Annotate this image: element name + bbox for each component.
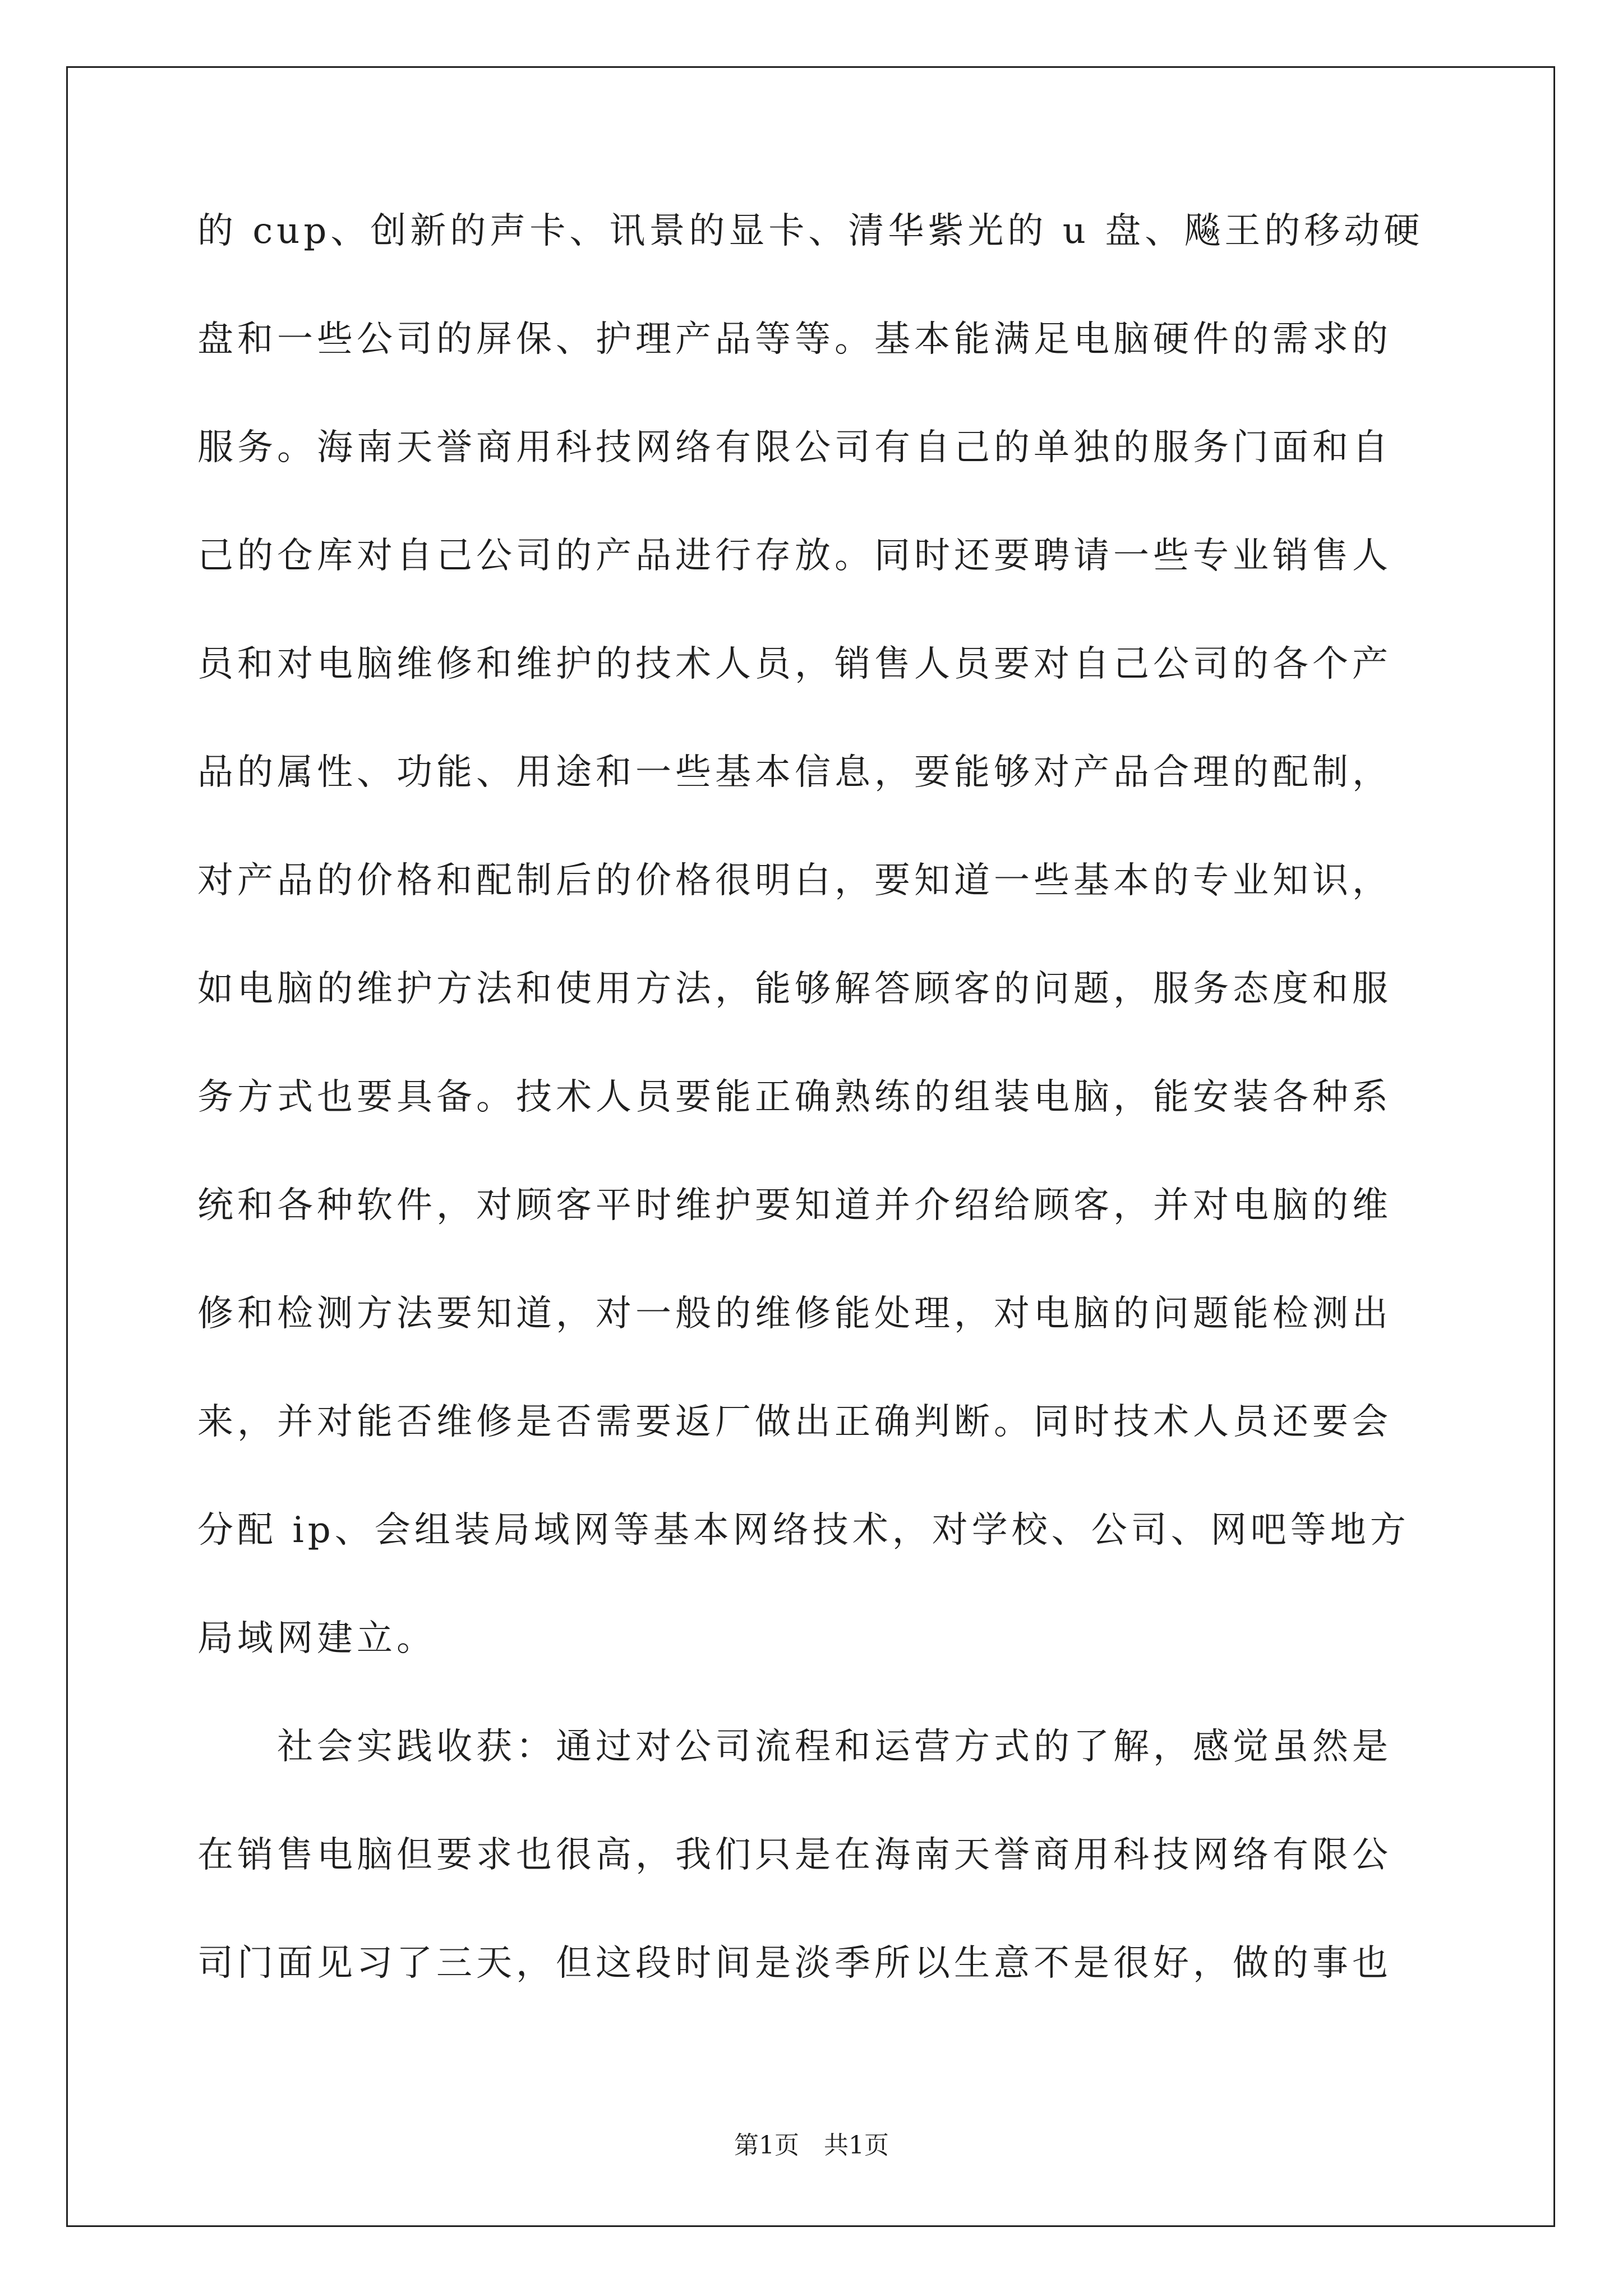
text-line: 服务。海南天誉商用科技网络有限公司有自己的单独的服务门面和自 xyxy=(197,427,1392,468)
paragraph-start-line: 社会实践收获：通过对公司流程和运营方式的了解，感觉虽然是 xyxy=(197,1726,1392,1768)
text-line: 员和对电脑维修和维护的技术人员，销售人员要对自己公司的各个产 xyxy=(197,643,1392,685)
text-line: 如电脑的维护方法和使用方法，能够解答顾客的问题，服务态度和服 xyxy=(197,968,1392,1010)
text-line: 修和检测方法要知道，对一般的维修能处理，对电脑的问题能检测出 xyxy=(197,1293,1392,1335)
page-border xyxy=(66,66,1555,2227)
text-line: 的 cup、创新的声卡、讯景的显卡、清华紫光的 u 盘、飚王的移动硬 xyxy=(197,210,1424,252)
text-line: 务方式也要具备。技术人员要能正确熟练的组装电脑，能安装各种系 xyxy=(197,1076,1392,1118)
text-line: 己的仓库对自己公司的产品进行存放。同时还要聘请一些专业销售人 xyxy=(197,535,1392,577)
text-line: 盘和一些公司的屏保、护理产品等等。基本能满足电脑硬件的需求的 xyxy=(197,319,1392,360)
text-line: 来，并对能否维修是否需要返厂做出正确判断。同时技术人员还要会 xyxy=(197,1401,1392,1443)
text-line: 品的属性、功能、用途和一些基本信息，要能够对产品合理的配制， xyxy=(197,752,1392,793)
text-line: 局域网建立。 xyxy=(197,1618,436,1659)
text-line: 在销售电脑但要求也很高，我们只是在海南天誉商用科技网络有限公 xyxy=(197,1834,1392,1876)
text-line: 司门面见习了三天，但这段时间是淡季所以生意不是很好，做的事也 xyxy=(197,1943,1392,1984)
text-line: 统和各种软件，对顾客平时维护要知道并介绍给顾客，并对电脑的维 xyxy=(197,1185,1392,1226)
text-line: 分配 ip、会组装局域网等基本网络技术，对学校、公司、网吧等地方 xyxy=(197,1510,1410,1551)
text-line: 对产品的价格和配制后的价格很明白，要知道一些基本的专业知识， xyxy=(197,860,1392,901)
page-number: 第1页 共1页 xyxy=(734,2131,889,2160)
